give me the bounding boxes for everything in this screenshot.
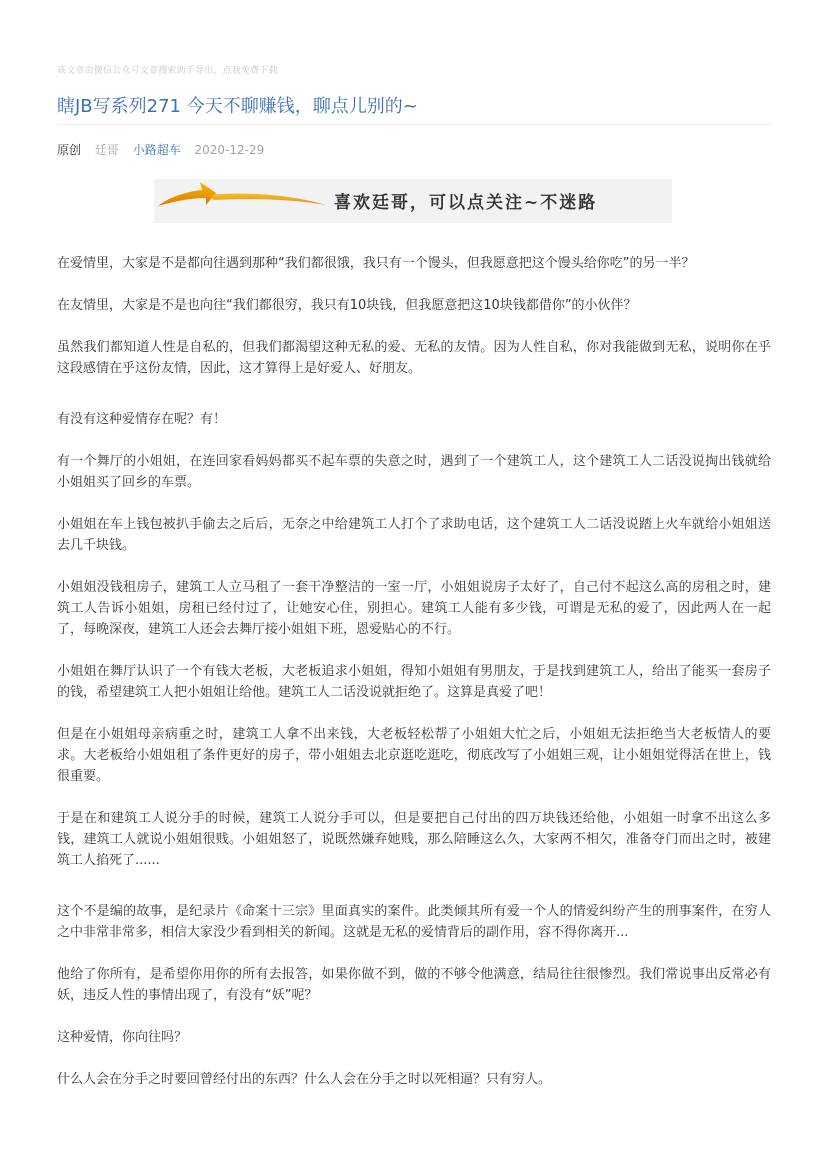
paragraph: 在爱情里，大家是不是都向往遇到那种“我们都很饿，我只有一个馒头，但我愿意把这个馒头给你吃”的另一半？ [57, 256, 695, 271]
paragraph: 什么人会在分手之时要回曾经付出的东西？什么人会在分手之时以死相逼？只有穷人。 [57, 1072, 552, 1087]
article-meta [57, 141, 274, 158]
paragraph: 有没有这种爱情存在呢？有！ [57, 412, 227, 427]
paragraph: 小姐姐在舞厅认识了一个有钱大老板，大老板追求小姐姐，得知小姐姐有男朋友，于是找到建筑工人，给出了能买一套房子的钱，希望建筑工人把小姐姐让给他。建筑工人二话没说就拒绝了。这算是真爱了吧！ [57, 664, 771, 700]
original-label: 原创 [57, 143, 82, 157]
paragraph: 于是在和建筑工人说分手的时候，建筑工人说分手可以，但是要把自己付出的四万块钱还给他，小姐姐一时拿不出这么多钱，建筑工人就说小姐姐很贱。小姐姐怒了，说既然嫌弃她贱，那么陪睡这么久，大家两不相欠，准备夺门而出之时，被建筑工人掐死了...... [57, 811, 771, 868]
author-name: 廷哥 [94, 143, 119, 157]
paragraph: 在友情里，大家是不是也向往“我们都很穷，我只有10块钱，但我愿意把这10块钱都借你”的小伙伴？ [57, 298, 637, 313]
publish-date: 2020-12-29 [194, 143, 265, 157]
follow-banner [154, 179, 672, 223]
paragraph: 这个不是编的故事，是纪录片《命案十三宗》里面真实的案件。此类倾其所有爱一个人的情爱纠纷产生的刑事案件，在穷人之中非常非常多，相信大家没少看到相关的新闻。这就是无私的爱情背后的副作用，容不得你离开... [57, 904, 771, 940]
account-link[interactable]: 小路超车 [132, 143, 181, 157]
title-divider [57, 124, 771, 125]
paragraph: 他给了你所有，是希望你用你的所有去报答，如果你做不到，做的不够令他满意，结局往往很惨烈。我们常说事出反常必有妖，违反人性的事情出现了，有没有“妖”呢？ [57, 967, 771, 1003]
paragraph: 这种爱情，你向往吗？ [57, 1030, 188, 1045]
paragraph: 小姐姐没钱租房子，建筑工人立马租了一套干净整洁的一室一厅，小姐姐说房子太好了，自己付不起这么高的房租之时，建筑工人告诉小姐姐，房租已经付过了，让她安心住，别担心。建筑工人能有多少钱，可谓是无私的爱了，因此两人在一起了，每晚深夜，建筑工人还会去舞厅接小姐姐下班，恩爱贴心的不行。 [57, 580, 771, 637]
export-note-link[interactable]: 该文章由微信公众号文章搜索助手导出，点我免费下载 [57, 66, 278, 76]
paragraph: 但是在小姐姐母亲病重之时，建筑工人拿不出来钱，大老板轻松帮了小姐姐大忙之后，小姐姐无法拒绝当大老板情人的要求。大老板给小姐姐租了条件更好的房子，带小姐姐去北京逛吃逛吃，彻底改写了小姐姐三观，让小姐姐觉得活在世上，钱很重要。 [57, 727, 771, 784]
paragraph: 有一个舞厅的小姐姐，在连回家看妈妈都买不起车票的失意之时，遇到了一个建筑工人，这个建筑工人二话没说掏出钱就给小姐姐买了回乡的车票。 [57, 454, 771, 490]
banner-text: 喜欢廷哥，可以点关注~不迷路 [334, 193, 598, 213]
paragraph: 小姐姐在车上钱包被扒手偷去之后后，无奈之中给建筑工人打个了求助电话，这个建筑工人二话没说踏上火车就给小姐姐送去几千块钱。 [57, 517, 771, 553]
paragraph: 虽然我们都知道人性是自私的，但我们都渴望这种无私的爱、无私的友情。因为人性自私，你对我能做到无私，说明你在乎这段感情在乎这份友情，因此，这才算得上是好爱人、好朋友。 [57, 340, 771, 376]
article-title: 瞎JB写系列271 今天不聊赚钱，聊点儿别的~ [57, 96, 418, 117]
article-body [57, 253, 771, 1111]
